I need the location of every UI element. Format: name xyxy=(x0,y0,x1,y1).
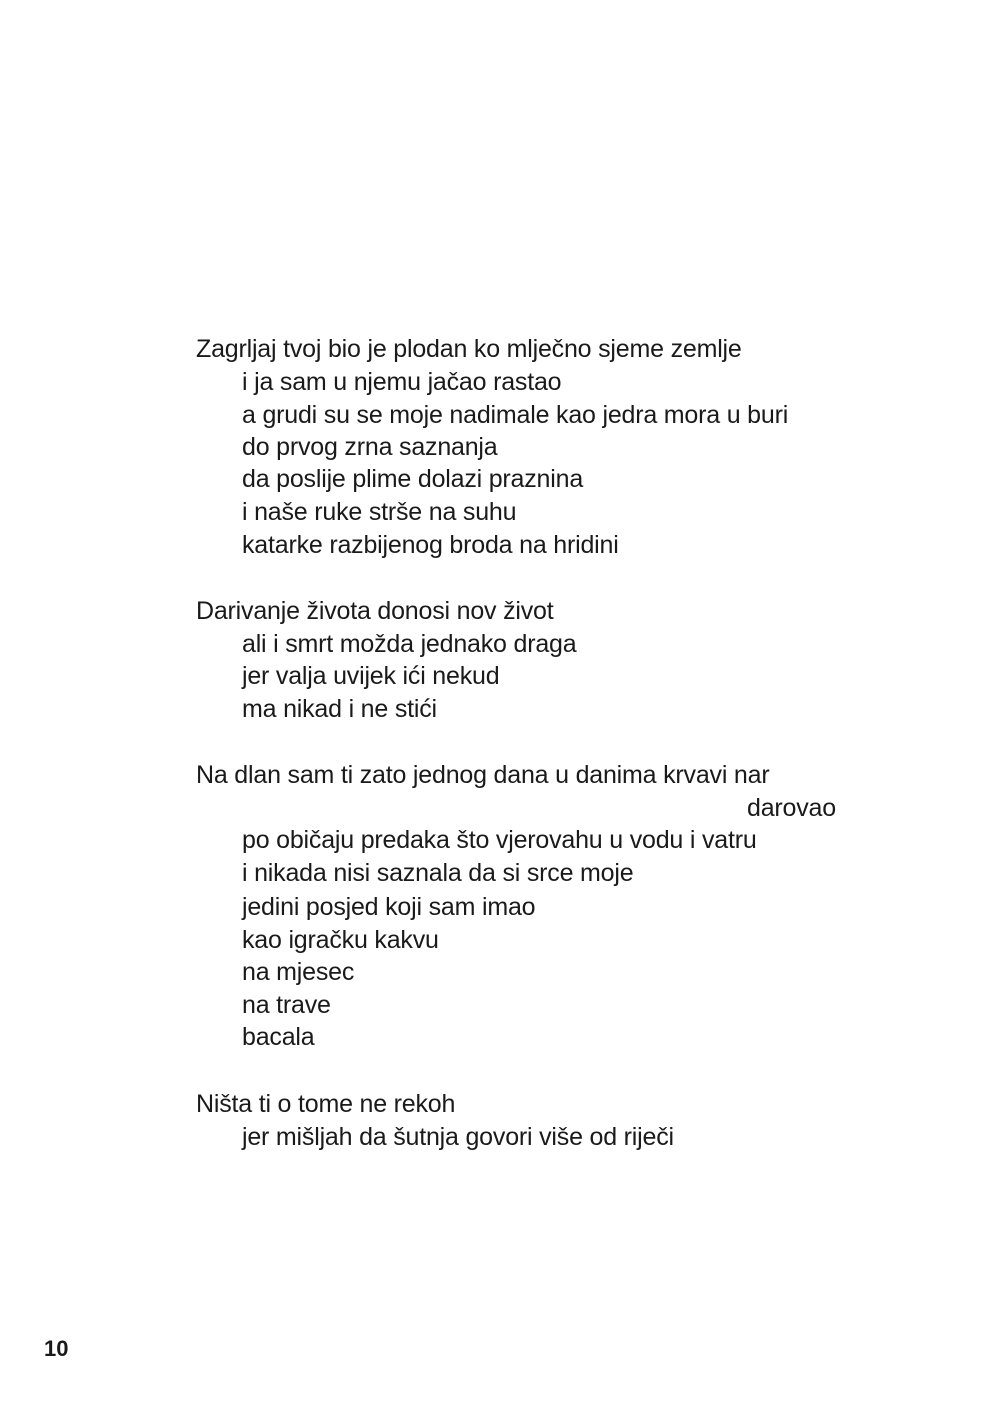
poem-line: Darivanje života donosi nov život xyxy=(196,597,554,625)
poem-line: katarke razbijenog broda na hridini xyxy=(242,531,619,559)
poem-line: po običaju predaka što vjerovahu u vodu i vatru xyxy=(242,826,757,854)
poem-line: ma nikad i ne stići xyxy=(242,695,437,723)
poem-line: Ništa ti o tome ne rekoh xyxy=(196,1090,456,1118)
poem-line: do prvog zrna saznanja xyxy=(242,433,498,461)
poem-line: i nikada nisi saznala da si srce moje xyxy=(242,859,634,887)
poem-line: kao igračku kakvu xyxy=(242,926,439,954)
poem-line: jer valja uvijek ići nekud xyxy=(242,662,500,690)
poem-line: jedini posjed koji sam imao xyxy=(242,893,536,921)
poem-line: i naše ruke strše na suhu xyxy=(242,498,517,526)
poem-line: ali i smrt možda jednako draga xyxy=(242,630,577,658)
poem-line-wrapped: darovao xyxy=(747,794,836,822)
page-number: 10 xyxy=(44,1336,69,1361)
poem-line: jer mišljah da šutnja govori više od riječi xyxy=(242,1123,674,1151)
poem-line: Na dlan sam ti zato jednog dana u danima krvavi nar xyxy=(196,761,770,789)
poem-line: Zagrljaj tvoj bio je plodan ko mlječno sjeme zemlje xyxy=(196,335,742,363)
poem-line: na trave xyxy=(242,991,331,1019)
poem-line: i ja sam u njemu jačao rastao xyxy=(242,368,562,396)
poem-line: bacala xyxy=(242,1023,315,1051)
poem-line: da poslije plime dolazi praznina xyxy=(242,465,584,493)
poem-line: a grudi su se moje nadimale kao jedra mora u buri xyxy=(242,401,789,429)
poem-line: na mjesec xyxy=(242,958,355,986)
